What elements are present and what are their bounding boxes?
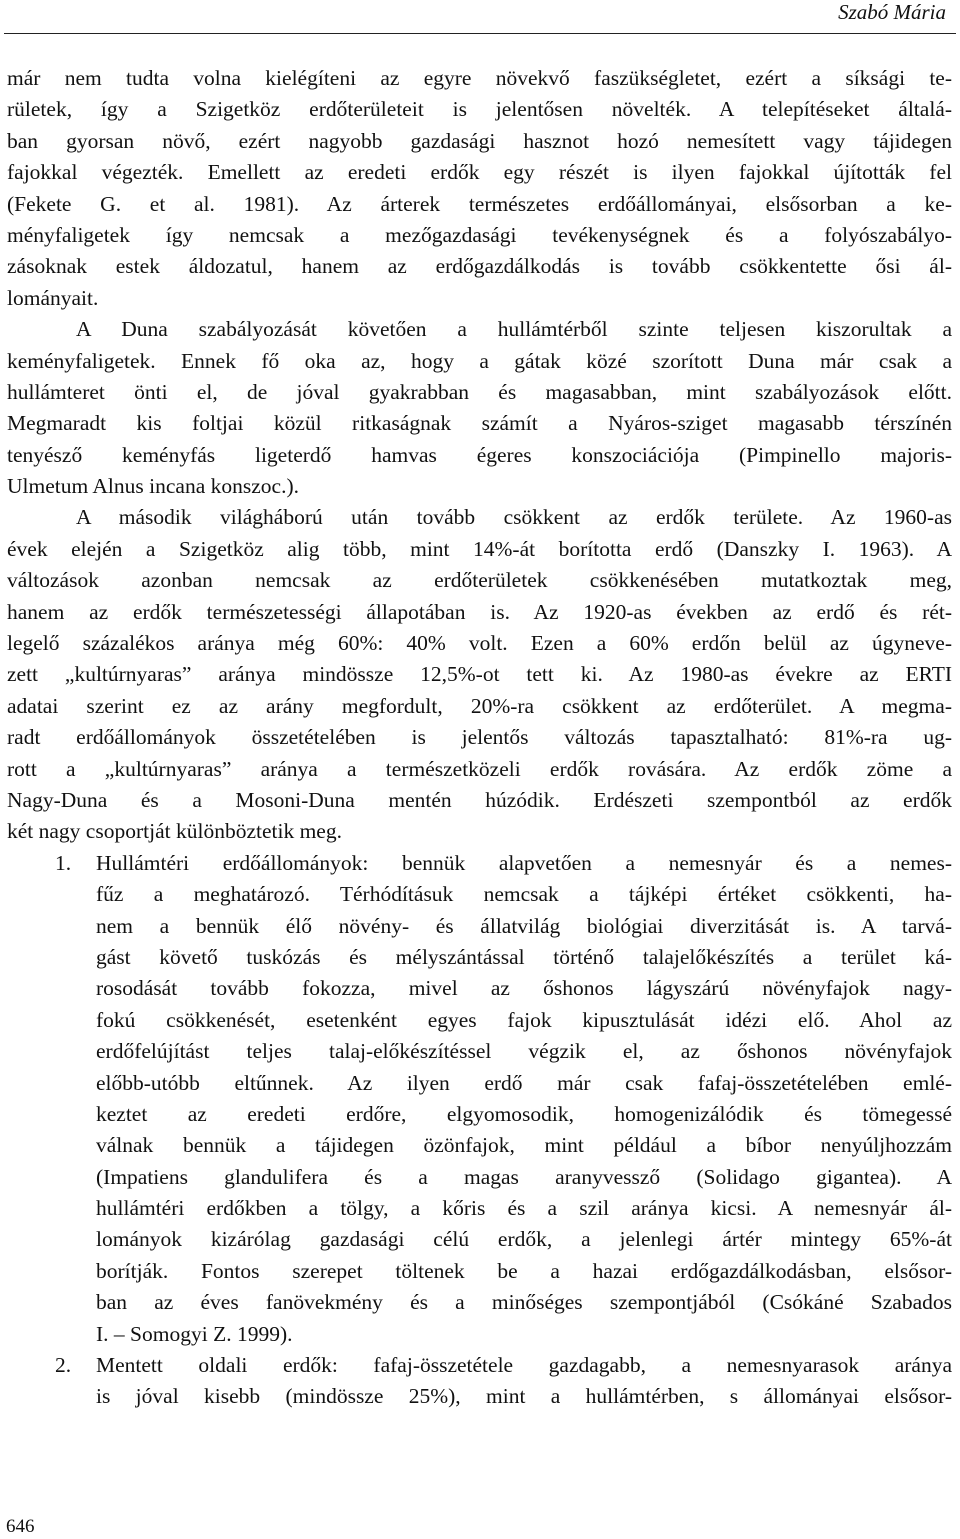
text-line: lományait. bbox=[7, 285, 99, 310]
text-line: legelő százalékos aránya még 60%: 40% volt. Ezen a 60% erdőn belül az úgyneve- bbox=[7, 631, 952, 656]
text-line: változások azonban nemcsak az erdőterületek csökkenésében mutatkoztak meg, bbox=[7, 568, 952, 593]
text-line: rosodását tovább fokozza, mivel az őshonos lágyszárú növényfajok nagy- bbox=[96, 976, 952, 1001]
text-line: A Duna szabályozását követően a hullámtérből szinte teljesen kiszorultak a bbox=[76, 317, 952, 342]
body-text bbox=[7, 63, 952, 1413]
running-head: Szabó Mária bbox=[838, 0, 946, 24]
text-line: lományok kizárólag gazdasági célú erdők, a jelenlegi ártér mintegy 65%-át bbox=[96, 1227, 952, 1252]
text-line: nem a bennük élő növény- és állatvilág biológiai diverzitását is. A tarvá- bbox=[96, 913, 952, 938]
text-line: Megmaradt kis foltjai közül ritkaságnak számít a Nyáros-sziget magasabb térszínén bbox=[7, 411, 952, 436]
text-line: adatai szerint ez az arány megfordult, 20%-ra csökkent az erdőterület. A megma- bbox=[7, 693, 952, 718]
list-item bbox=[7, 1350, 952, 1381]
text-line: (Fekete G. et al. 1981). Az árterek természetes erdőállományai, elsősorban a ke- bbox=[7, 191, 952, 216]
text-line: ban gyorsan növő, ezért nagyobb gazdasági hasznot hozó nemesített vagy tájidegen bbox=[7, 128, 952, 153]
text-line: hanem az erdők természetességi állapotában is. Az 1920-as években az erdő és rét- bbox=[7, 599, 952, 624]
text-line: hullámtéri erdőkben a tölgy, a kőris és a szil aránya kicsi. A nemesnyár ál- bbox=[96, 1196, 952, 1221]
text-line: évek elején a Szigetköz alig több, mint 14%-át borította erdő (Danszky I. 1963). A bbox=[7, 536, 952, 561]
text-line: két nagy csoportját különböztetik meg. bbox=[7, 819, 342, 844]
text-line: borítják. Fontos szerepet töltenek be a hazai erdőgazdálkodásban, elsősor- bbox=[96, 1258, 952, 1283]
text-line: ban az éves fanövekmény és a minőséges szempontjából (Csókáné Szabados bbox=[96, 1290, 952, 1315]
text-line: rott a „kultúrnyaras” aránya a természetközeli erdők rovására. Az erdők zöme a bbox=[7, 756, 952, 781]
text-line: fokú csökkenését, esetenként egyes fajok kipusztulását idézi elő. Ahol az bbox=[96, 1007, 952, 1032]
text-line: fajokkal végezték. Emellett az eredeti erdők egy részét is ilyen fajokkal újították fel bbox=[7, 160, 952, 185]
text-line: A második világháború után tovább csökkent az erdők területe. Az 1960-as bbox=[76, 505, 952, 530]
text-line: is jóval kisebb (mindössze 25%), mint a hullámtérben, s állományai elsősor- bbox=[96, 1384, 952, 1409]
text-line: rületek, így a Szigetköz erdőterületeit is jelentősen növelték. A telepítéseket általá- bbox=[7, 97, 952, 122]
text-line: (Impatiens glandulifera és a magas aranyvessző (Solidago gigantea). A bbox=[96, 1164, 952, 1189]
text-line: I. – Somogyi Z. 1999). bbox=[96, 1321, 293, 1346]
text-line: válnak bennük a tájidegen özönfajok, mint például a bíbor nenyúljhozzám bbox=[96, 1133, 952, 1158]
text-line: keztet az eredeti erdőre, elgyomosodik, homogenizálódik és tömegessé bbox=[96, 1101, 952, 1126]
text-line: radt erdőállományok összetételében is jelentős változás tapasztalható: 81%-ra ug- bbox=[7, 725, 952, 750]
text-line: Hullámtéri erdőállományok: bennük alapvetően a nemesnyár és a nemes- bbox=[96, 850, 952, 875]
header-rule bbox=[4, 33, 956, 34]
text-line: zásoknak estek áldozatul, hanem az erdőgazdálkodás is tovább csökkentette ősi ál- bbox=[7, 254, 952, 279]
text-line: Nagy-Duna és a Mosoni-Duna mentén húzódik. Erdészeti szempontból az erdők bbox=[7, 787, 952, 812]
text-line: már nem tudta volna kielégíteni az egyre növekvő faszükségletet, ezért a síksági te- bbox=[7, 66, 952, 90]
text-line: Mentett oldali erdők: fafaj-összetétele gazdagabb, a nemesnyarasok aránya bbox=[96, 1353, 952, 1378]
text-line: tenyésző keményfás ligeterdő hamvas égeres konszociációja (Pimpinello majoris- bbox=[7, 442, 952, 467]
list-number: 1. bbox=[55, 850, 72, 875]
list-item bbox=[7, 848, 952, 879]
text-line: fűz a meghatározó. Térhódításuk nemcsak a tájképi értéket csökkenti, ha- bbox=[96, 882, 952, 907]
text-line: ményfaligetek így nemcsak a mezőgazdasági tevékenységnek és a folyószabályo- bbox=[7, 222, 952, 247]
text-line: erdőfelújítást teljes talaj-előkészítéssel végzik el, az őshonos növényfajok bbox=[96, 1039, 952, 1064]
text-line: előbb-utóbb eltűnnek. Az ilyen erdő már csak fafaj-összetételében emlé- bbox=[96, 1070, 952, 1095]
text-line: gást követő tuskózás és mélyszántással történő talajelőkészítés a terület ká- bbox=[96, 944, 952, 969]
list-number: 2. bbox=[55, 1353, 72, 1378]
text-line: zett „kultúrnyaras” aránya mindössze 12,5%-ot tett ki. Az 1980-as évekre az ERTI bbox=[7, 662, 952, 687]
text-line: Ulmetum Alnus incana konszoc.). bbox=[7, 474, 299, 499]
page-header bbox=[0, 0, 960, 36]
page-number: 646 bbox=[6, 1516, 35, 1537]
text-line: hullámteret önti el, de jóval gyakrabban és magasabban, mint szabályozások előtt. bbox=[7, 379, 952, 404]
text-line: keményfaligetek. Ennek fő oka az, hogy a gátak közé szorított Duna már csak a bbox=[7, 348, 952, 373]
